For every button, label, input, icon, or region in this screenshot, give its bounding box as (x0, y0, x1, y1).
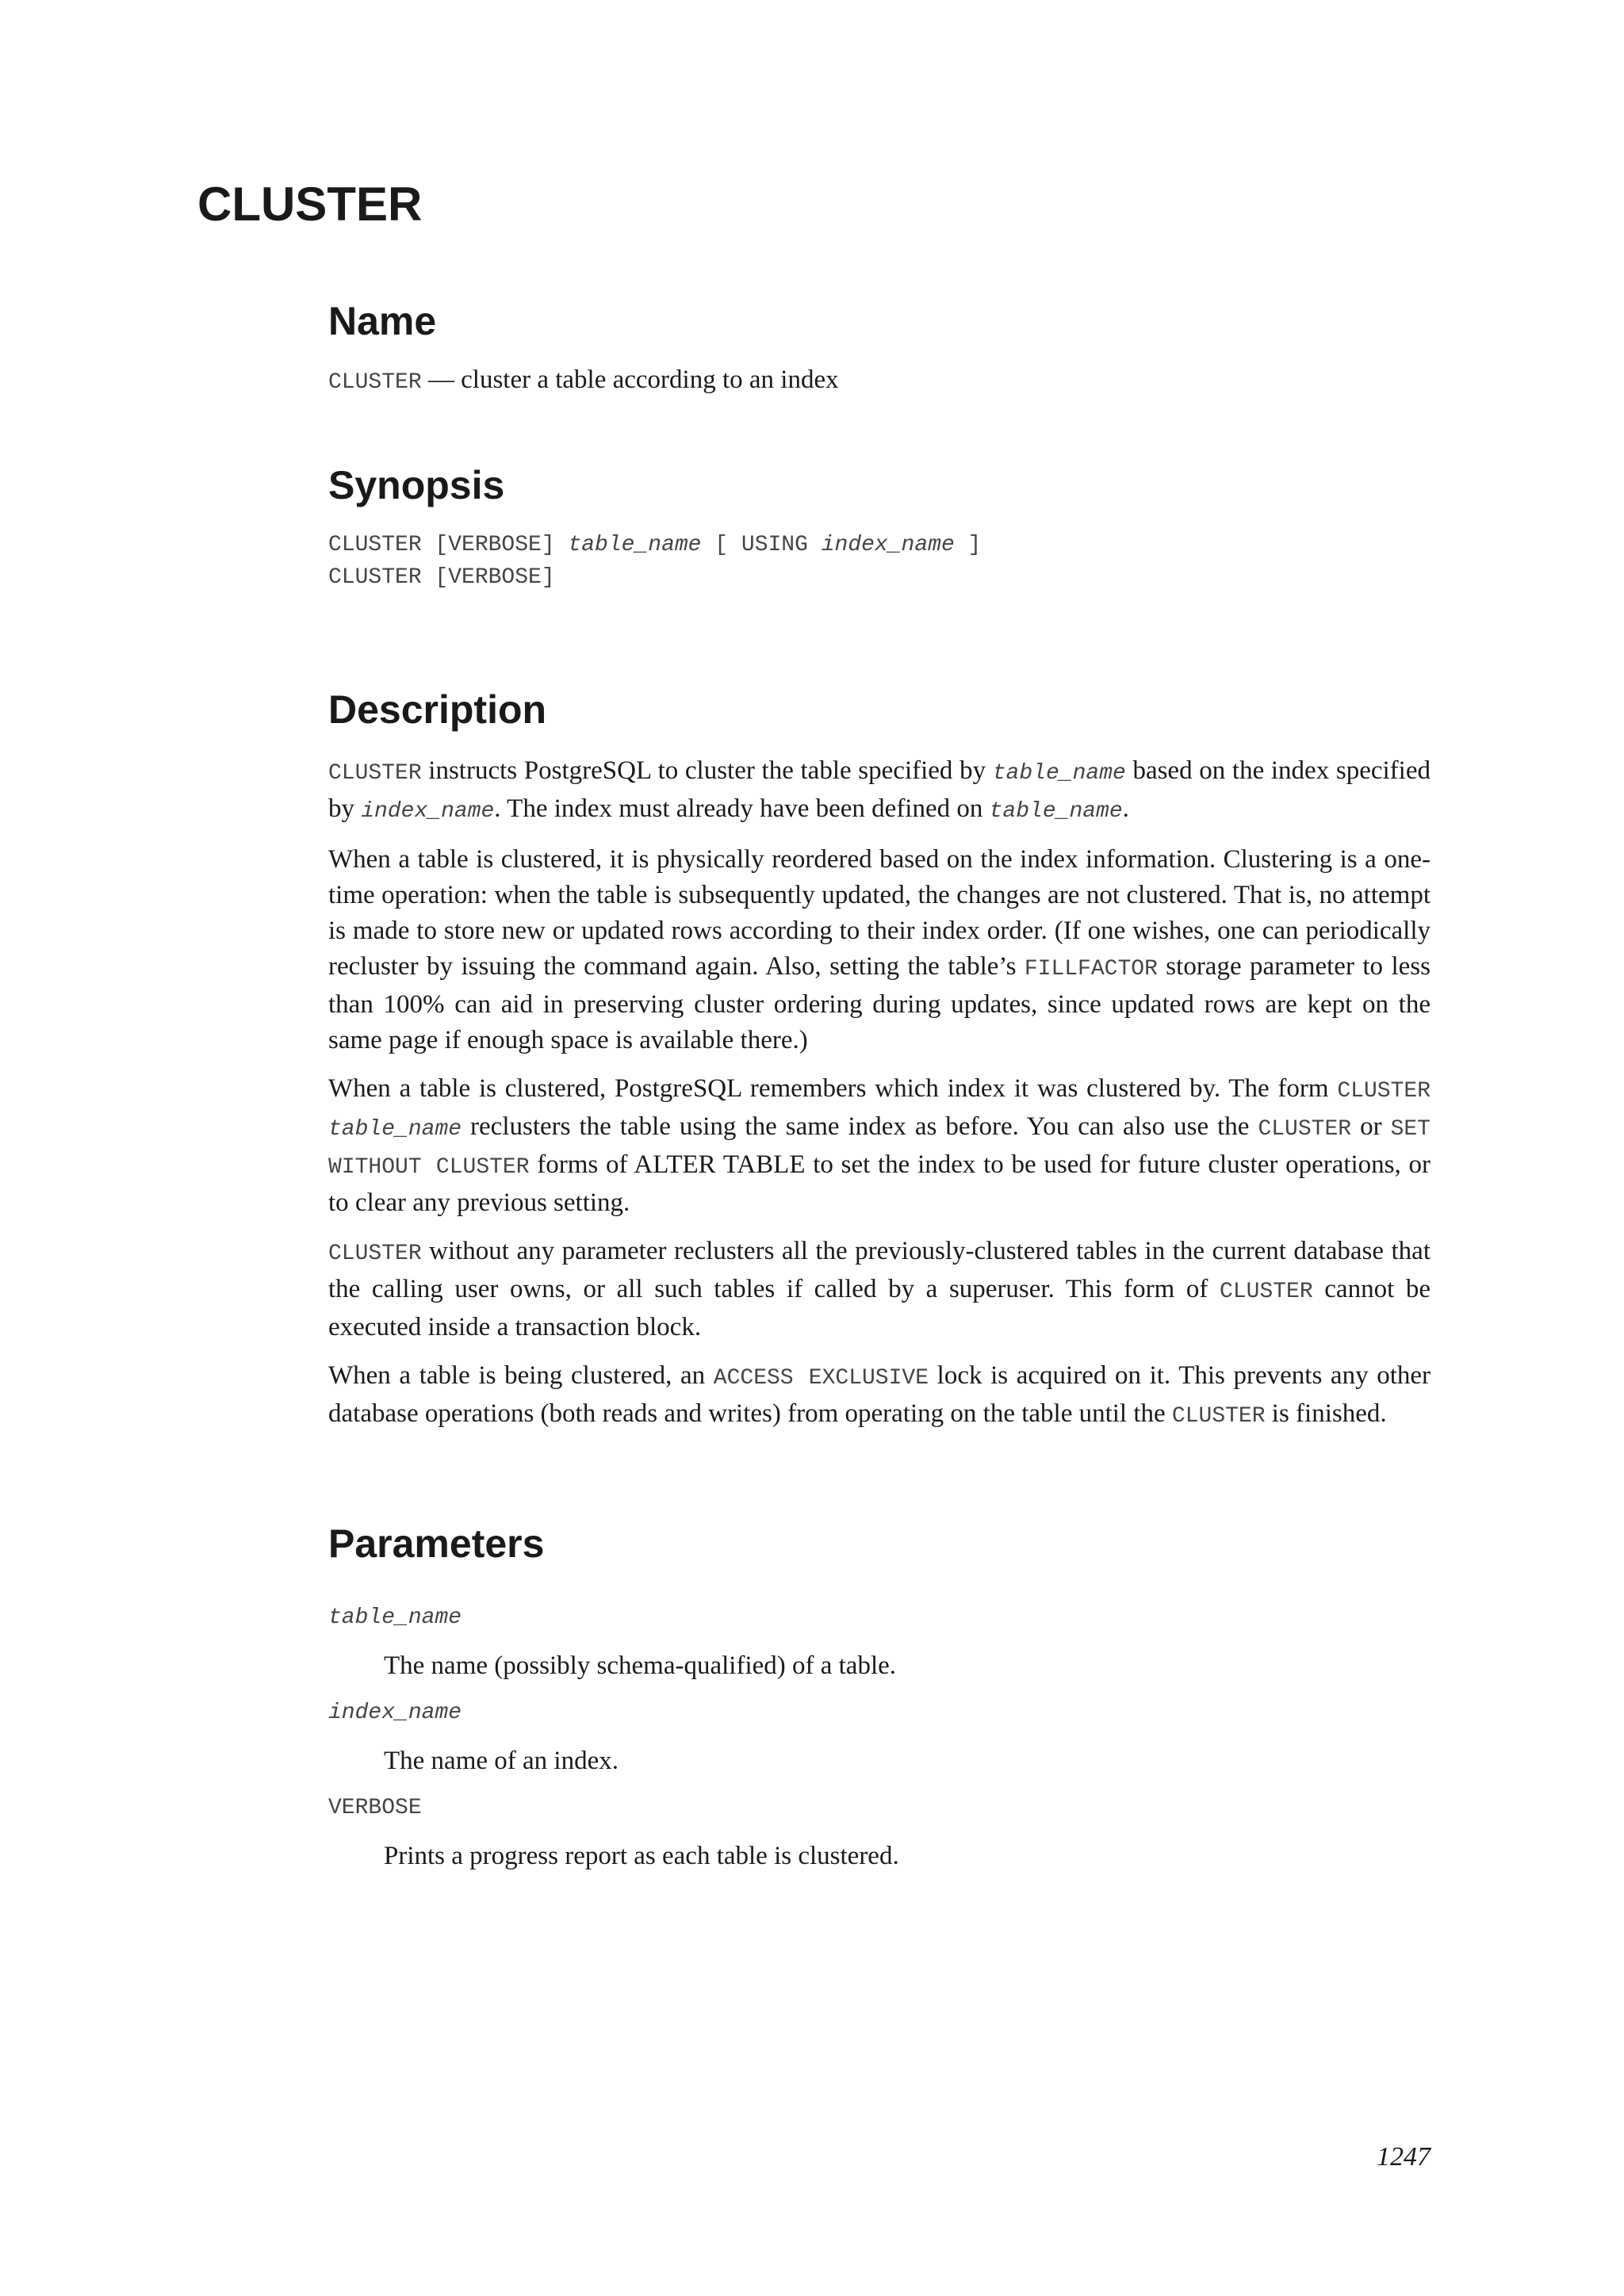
param-term-text: index_name (328, 1701, 462, 1725)
parameters-section (328, 1521, 1431, 1874)
text-run: instructs PostgreSQL to cluster the table specified by (421, 756, 993, 785)
code-cluster: CLUSTER (1258, 1117, 1352, 1142)
text-run: storage parameter to less than 100% can aid in preserving cluster ordering during updates, since updated rows are kept on the same page if enough space is available there.) (328, 952, 1431, 1054)
param-term-table-name (328, 1600, 1431, 1637)
synopsis-using: [ USING (701, 533, 822, 557)
text-run: reclusters the table using the same index as before. You can also use the (462, 1112, 1258, 1141)
description-heading: Description (328, 687, 547, 732)
text-run: lock is acquired on it. This prevents any other database operations (both reads and writes) from operating on the table until the (328, 1361, 1431, 1428)
description-paragraph-5 (328, 1358, 1431, 1434)
synopsis-code (328, 529, 1431, 594)
description-section (328, 687, 1431, 1434)
text-run: or (1351, 1112, 1391, 1141)
param-ref-table-name: table_name (989, 799, 1123, 824)
command-summary: — cluster a table according to an index (421, 365, 839, 394)
param-definition-table-name: The name (possibly schema-qualified) of a table. (384, 1651, 897, 1680)
code-cluster: CLUSTER (1337, 1079, 1431, 1104)
param-ref-table-name: table_name (328, 1117, 462, 1142)
text-run: forms of ALTER TABLE to set the index to be used for future cluster operations, or to clear any previous setting. (328, 1150, 1431, 1217)
param-ref-table-name: table_name (992, 761, 1126, 786)
text-run: is finished. (1265, 1399, 1387, 1428)
synopsis-heading: Synopsis (328, 463, 505, 507)
text-run: without any parameter reclusters all the previously-clustered tables in the current database that the calling user owns, or all such tables if called by a superuser. This form of (328, 1237, 1431, 1303)
synopsis-cmd: CLUSTER [VERBOSE] (328, 533, 569, 557)
code-set-without-cluster: SET WITHOUT CLUSTER (328, 1117, 1431, 1180)
command-name: CLUSTER (328, 370, 422, 395)
synopsis-line-2: CLUSTER [VERBOSE] (328, 565, 555, 590)
code-fillfactor: FILLFACTOR (1024, 957, 1158, 982)
param-term-index-name (328, 1695, 1431, 1732)
text-run: When a table is clustered, PostgreSQL remembers which index it was clustered by. The form (328, 1074, 1338, 1103)
synopsis-section (328, 465, 1431, 594)
text-run: . (1122, 794, 1129, 823)
code-access-exclusive: ACCESS EXCLUSIVE (713, 1366, 929, 1391)
text-run: . The index must already have been defined on (494, 794, 990, 823)
synopsis-param-index-name: index_name (821, 533, 955, 557)
parameters-heading: Parameters (328, 1521, 545, 1566)
synopsis-line-1 (328, 529, 1431, 561)
code-cluster: CLUSTER (328, 761, 422, 786)
description-paragraph-4 (328, 1234, 1431, 1345)
description-paragraph-3 (328, 1071, 1431, 1221)
name-summary (328, 362, 1431, 400)
page-number: 1247 (1377, 2142, 1431, 2172)
text-run: cannot be executed inside a transaction block. (328, 1275, 1431, 1341)
param-term-verbose (328, 1790, 1431, 1827)
text-run: When a table is clustered, it is physically reordered based on the index information. Clustering is a one-time operation: when the table is subsequently updated, the changes are not clustered. That is, no attempt is made to store new or updated rows according to their index order. (If one wishes, one can periodically recluster by issuing the command again. Also, setting the table’s (328, 845, 1431, 981)
param-definition-index-name: The name of an index. (384, 1747, 619, 1775)
param-term-text: table_name (328, 1605, 462, 1630)
name-heading: Name (328, 299, 437, 343)
param-ref-index-name: index_name (361, 799, 495, 824)
synopsis-end: ] (954, 533, 982, 557)
text-run: based on the index specified by (328, 756, 1431, 823)
synopsis-param-table-name: table_name (568, 533, 702, 557)
name-section (328, 301, 1431, 400)
param-term-text: VERBOSE (328, 1796, 422, 1820)
text-run: When a table is being clustered, an (328, 1361, 714, 1390)
description-paragraph-1 (328, 753, 1431, 829)
page-title: CLUSTER (197, 178, 423, 231)
code-cluster: CLUSTER (1220, 1280, 1313, 1304)
code-cluster: CLUSTER (328, 1242, 422, 1266)
code-cluster: CLUSTER (1171, 1404, 1266, 1429)
param-definition-verbose: Prints a progress report as each table is clustered. (384, 1842, 899, 1870)
description-paragraph-2 (328, 842, 1431, 1058)
